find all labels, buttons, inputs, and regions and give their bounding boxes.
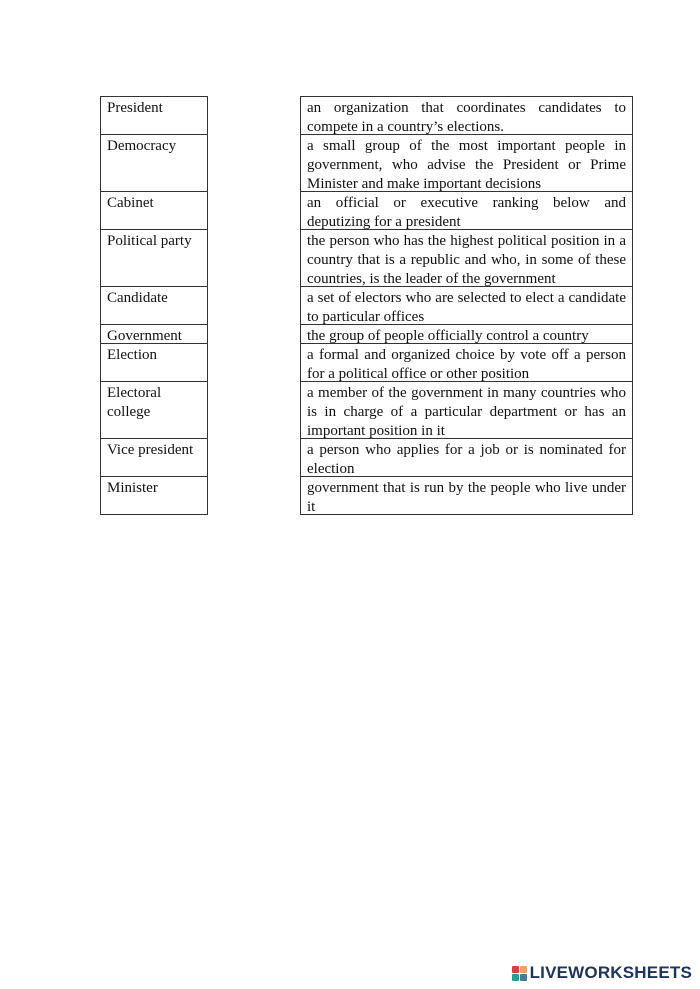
definition-cell: an organization that coordinates candidates to compete in a country’s elections. [300, 96, 633, 135]
term-cell: Vice president [100, 438, 208, 477]
definition-cell: an official or executive ranking below and deputizing for a president [300, 191, 633, 230]
definition-cell: government that is run by the people who live under it [300, 476, 633, 515]
liveworksheets-logo [512, 963, 692, 983]
definition-cell: a formal and organized choice by vote off a person for a political office or other position [300, 343, 633, 382]
logo-square [512, 966, 519, 973]
term-cell: Cabinet [100, 191, 208, 230]
term-cell: Minister [100, 476, 208, 515]
definition-cell: a small group of the most important people in government, who advise the President or Prime Minister and make important decisions [300, 134, 633, 192]
definition-cell: a member of the government in many countries who is in charge of a particular department or has an important position in it [300, 381, 633, 439]
logo-square [520, 966, 527, 973]
definitions-column [300, 96, 633, 515]
logo-square [520, 974, 527, 981]
liveworksheets-logo-icon [512, 966, 527, 981]
logo-text: LIVEWORKSHEETS [529, 963, 692, 982]
term-cell: President [100, 96, 208, 135]
definition-cell: a set of electors who are selected to elect a candidate to particular offices [300, 286, 633, 325]
term-cell: Electoral college [100, 381, 208, 439]
logo-square [512, 974, 519, 981]
definition-cell: a person who applies for a job or is nominated for election [300, 438, 633, 477]
definition-cell: the group of people officially control a country [300, 324, 633, 344]
term-cell: Election [100, 343, 208, 382]
terms-column [100, 96, 208, 515]
term-cell: Candidate [100, 286, 208, 325]
term-cell: Government [100, 324, 208, 344]
term-cell: Democracy [100, 134, 208, 192]
definition-cell: the person who has the highest political position in a country that is a republic and who, in some of these countries, is the leader of the government [300, 229, 633, 287]
term-cell: Political party [100, 229, 208, 287]
